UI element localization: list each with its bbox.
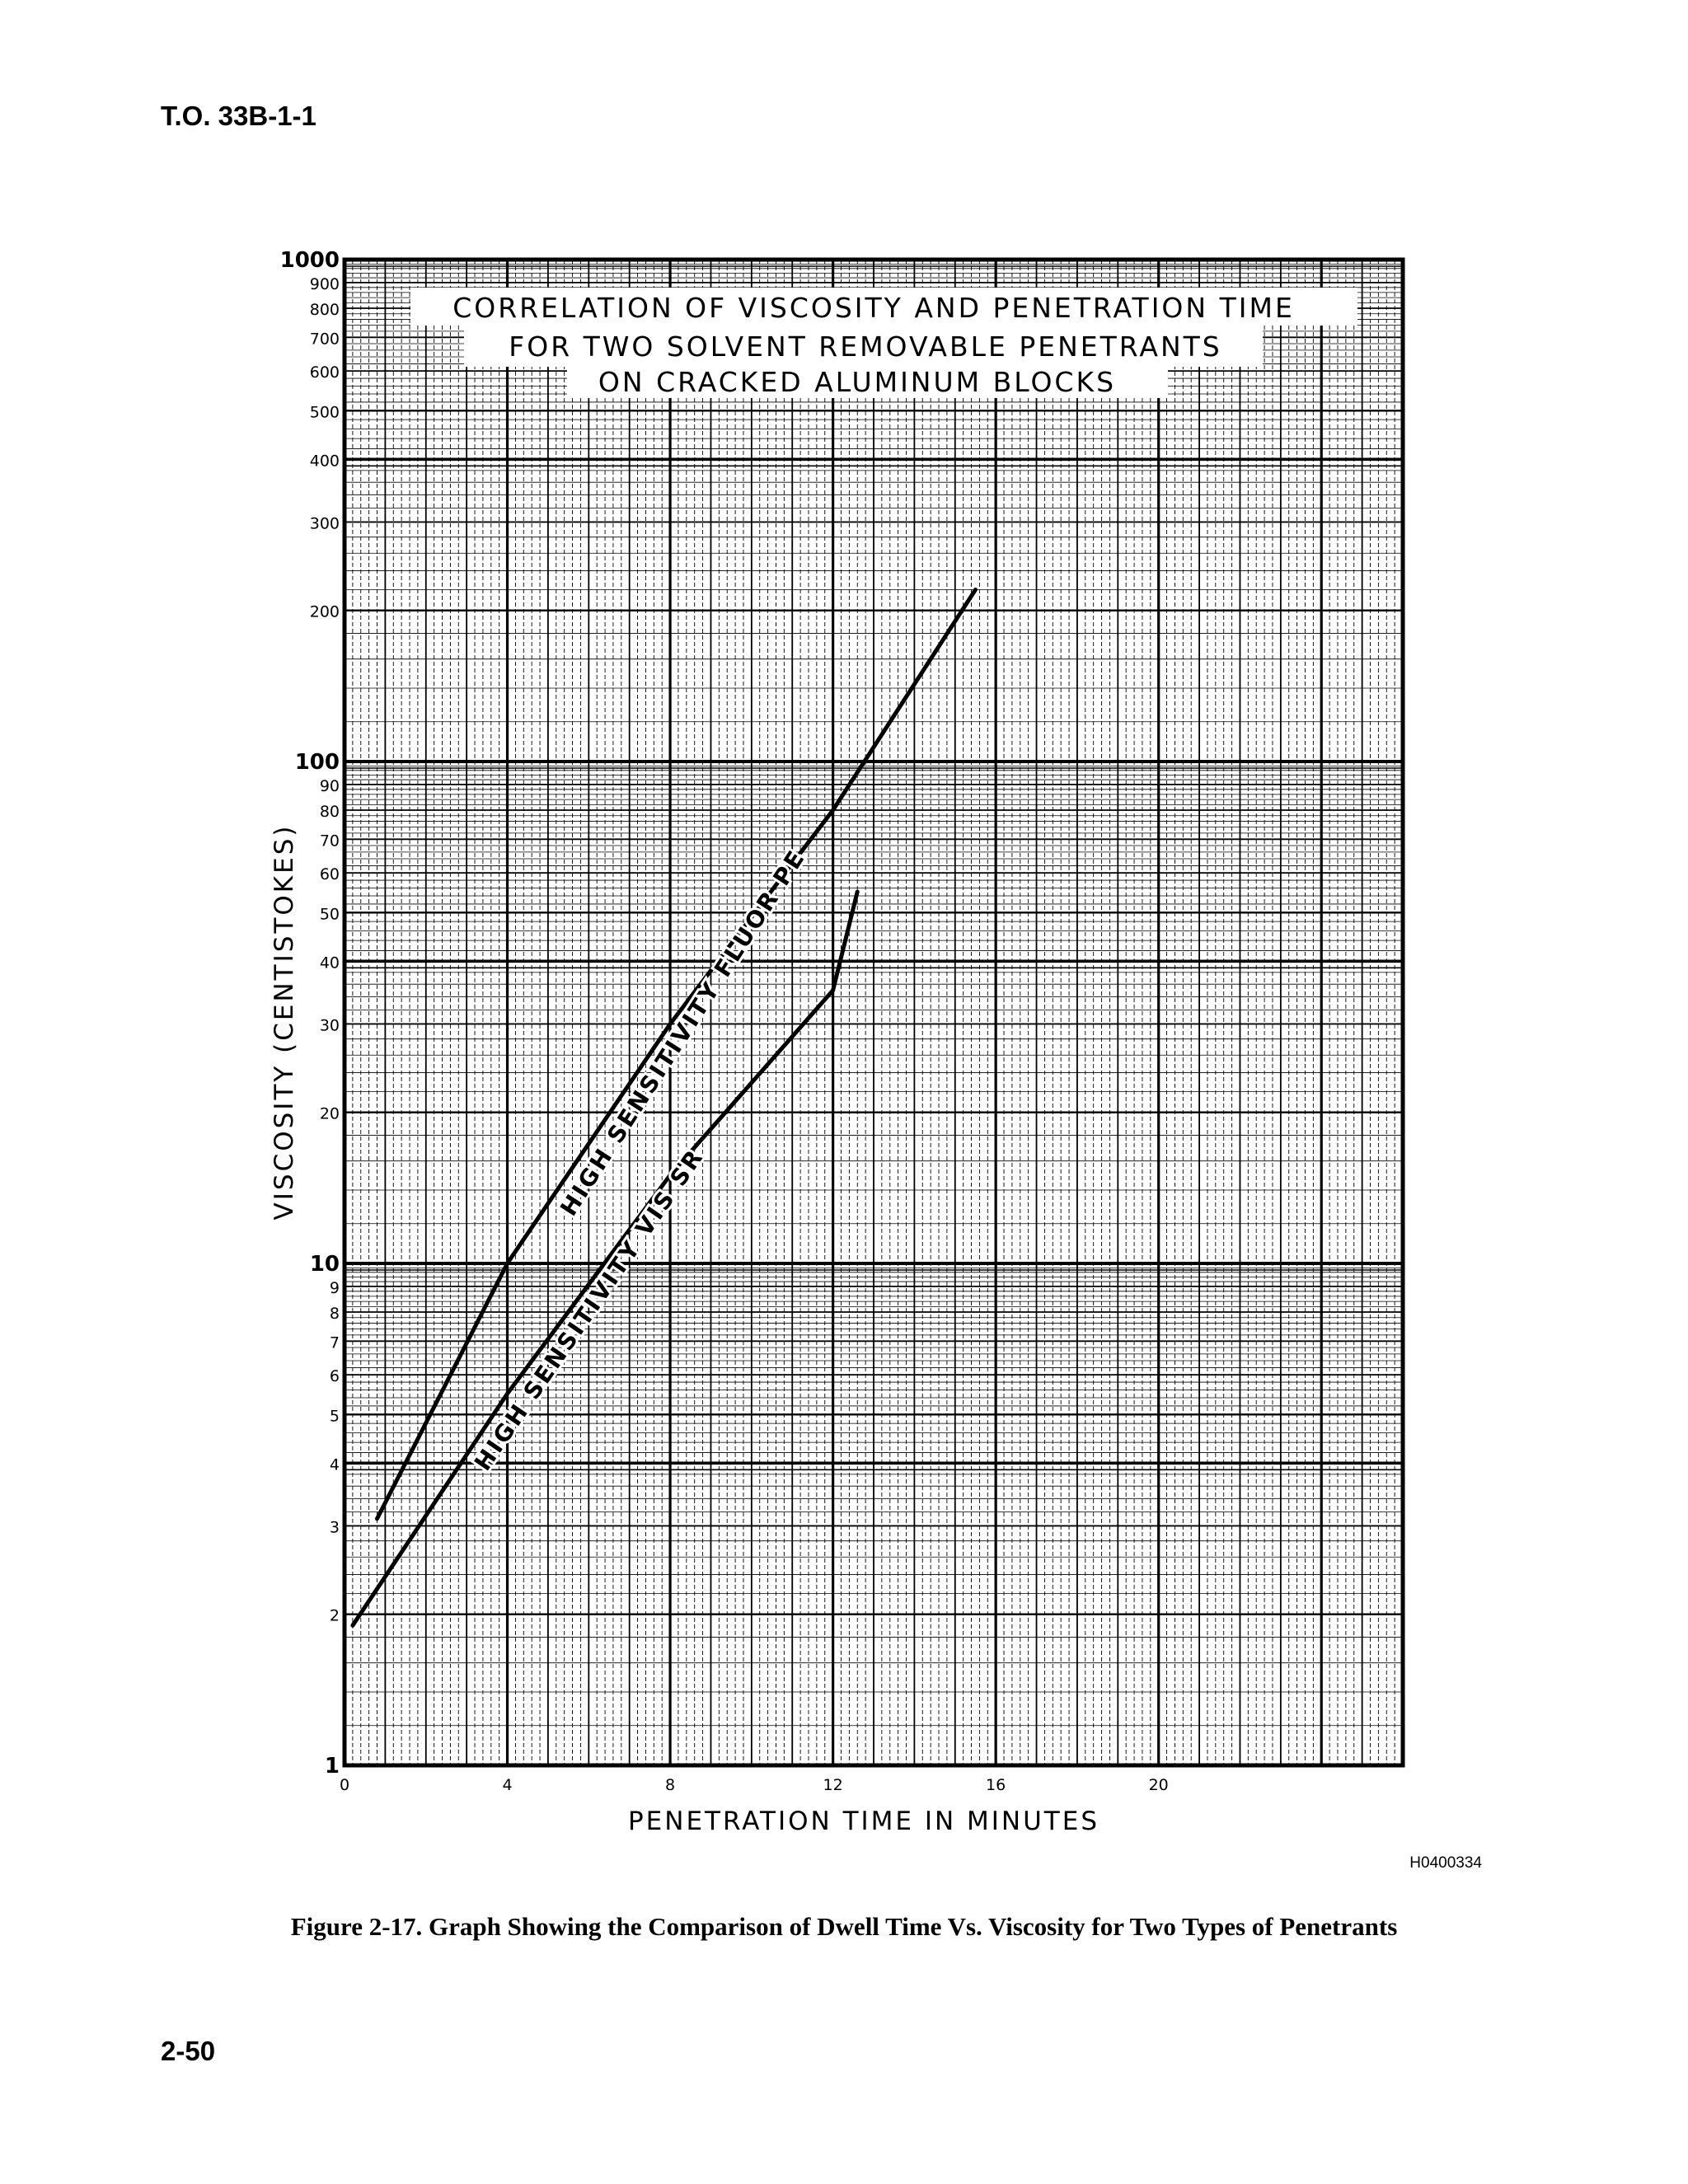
- y-tick-label: 10: [309, 1252, 340, 1277]
- x-tick-labels: [340, 1776, 1169, 1794]
- y-tick-label: 100: [294, 750, 340, 775]
- grid-major: [345, 260, 1403, 1765]
- y-tick-label: 500: [309, 403, 340, 422]
- x-tick-label: 0: [339, 1776, 350, 1794]
- y-tick-label: 60: [319, 865, 340, 884]
- y-tick-label: 50: [319, 905, 340, 924]
- y-tick-label: 3: [329, 1518, 340, 1537]
- y-tick-label: 8: [329, 1305, 340, 1324]
- y-tick-label: 900: [309, 274, 340, 293]
- y-tick-label: 400: [309, 452, 340, 471]
- x-axis-label: PENETRATION TIME IN MINUTES: [627, 1807, 1100, 1836]
- x-tick-label: 4: [502, 1776, 513, 1794]
- y-tick-label: 6: [329, 1367, 340, 1386]
- y-tick-label: 1000: [279, 248, 340, 273]
- chart-title-line: FOR TWO SOLVENT REMOVABLE PENETRANTS: [509, 330, 1222, 363]
- x-tick-label: 8: [665, 1776, 676, 1794]
- x-tick-label: 20: [1148, 1776, 1169, 1794]
- x-tick-label: 16: [986, 1776, 1006, 1794]
- y-tick-label: 5: [329, 1407, 340, 1426]
- y-axis-label: VISCOSITY (CENTISTOKES): [270, 823, 299, 1221]
- y-tick-label: 9: [329, 1278, 340, 1297]
- y-tick-label: 4: [329, 1455, 340, 1474]
- y-tick-label: 90: [319, 776, 340, 795]
- y-tick-label: 300: [309, 514, 340, 533]
- y-tick-label: 1: [324, 1754, 340, 1779]
- x-tick-label: 12: [823, 1776, 843, 1794]
- y-tick-label: 80: [319, 803, 340, 822]
- chart-title-line: CORRELATION OF VISCOSITY AND PENETRATION TIME: [452, 292, 1295, 324]
- chart-title-line: ON CRACKED ALUMINUM BLOCKS: [598, 366, 1117, 398]
- y-tick-label: 2: [329, 1606, 340, 1625]
- series-label: HIGH SENSITIVITY VIS SR: [468, 1143, 710, 1476]
- figure-caption: Figure 2-17. Graph Showing the Comparison of Dwell Time Vs. Viscosity for Two Types of Penetrants: [290, 1912, 1398, 1941]
- y-tick-label: 20: [319, 1104, 340, 1123]
- y-tick-label: 800: [309, 301, 340, 320]
- y-tick-label: 30: [319, 1016, 340, 1035]
- y-tick-label: 700: [309, 330, 340, 349]
- y-tick-label: 70: [319, 832, 340, 851]
- y-tick-label: 40: [319, 954, 340, 972]
- page-number: 2-50: [161, 2036, 216, 2066]
- y-tick-label: 7: [329, 1333, 340, 1352]
- page-header: T.O. 33B-1-1: [161, 101, 316, 131]
- y-tick-label: 600: [309, 363, 340, 382]
- figure-id: H0400334: [1409, 1854, 1482, 1872]
- series-label: HIGH SENSITIVITY FLUOR PE: [555, 844, 811, 1221]
- y-tick-label: 200: [309, 602, 340, 621]
